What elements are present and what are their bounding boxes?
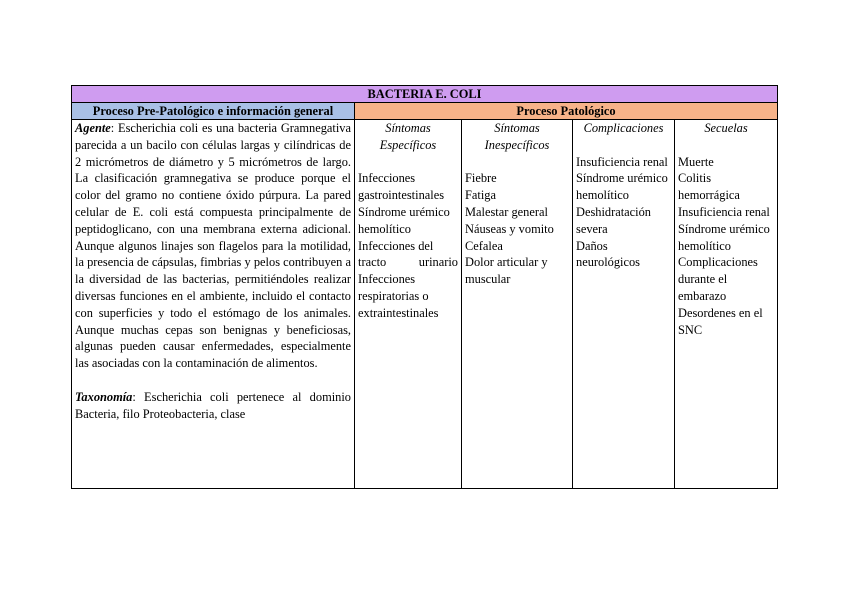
specific-symptoms-list xyxy=(358,170,458,321)
taxonomy-paragraph xyxy=(75,389,351,423)
nonspecific-symptoms-list xyxy=(465,170,569,288)
list-item: Insuficiencia renal xyxy=(678,204,770,219)
list-item: Fatiga xyxy=(465,188,496,203)
list-item: Insuficiencia renal xyxy=(576,154,668,169)
specific-symptoms-title: Síntomas Específicos xyxy=(379,121,437,152)
list-item: Malestar general xyxy=(465,204,548,219)
list-item: Muerte xyxy=(678,154,714,169)
list-item: Infecciones respiratorias o extraintestinales xyxy=(358,272,439,320)
ecoli-table xyxy=(71,85,778,489)
agent-label: Agente xyxy=(75,121,111,135)
agent-text: : Escherichia coli es una bacteria Gramnegativa parecida a un bacilo con células largas y cilíndricas de 2 micrómetros de diámetro y 5 micrómetros de largo. La clasificación gramnegativa se produce porque el color del gramo no contiene óxido púrpura. La pared celular de E. coli está compuesta principalmente de peptidoglicano, con una membrana externa adicional. Aunque algunos linajes son flagelos para la motilidad, la presencia de cápsulas, fimbrias y pelos contribuyen a la diversidad de las bacterias, permitiéndoles realizar diversas funciones en el ambiente, incluido el contacto con superficies y todo el estómago de los animales. Aunque muchas cepas son benignas y beneficiosas, algunas pueden causar enfermedades, especialmente las asociadas con la contaminación de alimentos. xyxy=(75,121,351,371)
sequelae-title: Secuelas xyxy=(704,121,748,135)
list-item: Desordenes en el SNC xyxy=(678,305,763,337)
taxonomy-text: : Escherichia coli pertenece al dominio Bacteria, filo Proteobacteria, clase xyxy=(75,389,351,421)
list-item: Complicaciones durante el embarazo xyxy=(678,255,758,303)
pre-pathologic-cell xyxy=(72,120,355,489)
agent-paragraph xyxy=(75,120,351,372)
nonspecific-symptoms-cell xyxy=(462,120,573,489)
list-item: Infecciones gastrointestinales xyxy=(358,171,445,203)
nonspecific-symptoms-title: Síntomas Inespecíficos xyxy=(484,121,550,152)
sequelae-cell xyxy=(675,120,778,489)
pre-pathologic-header: Proceso Pre-Patológico e información general xyxy=(72,103,355,120)
complications-title: Complicaciones xyxy=(583,121,664,135)
list-item: Colitis hemorrágica xyxy=(678,171,740,203)
list-item: Síndrome urémico hemolítico xyxy=(678,221,770,253)
list-item: Cefalea xyxy=(465,238,503,253)
list-item: Deshidratación severa xyxy=(576,204,652,236)
list-item: Síndrome urémico hemolítico xyxy=(358,204,450,236)
pathologic-header: Proceso Patológico xyxy=(355,103,778,120)
complications-cell xyxy=(573,120,675,489)
specific-symptoms-cell xyxy=(355,120,462,489)
list-item: Síndrome urémico hemolítico xyxy=(576,171,668,203)
list-item: Infecciones del tracto urinario xyxy=(358,238,458,270)
taxonomy-label: Taxonomía xyxy=(75,389,133,404)
list-item: Daños neurológicos xyxy=(576,238,641,270)
list-item: Dolor articular y muscular xyxy=(465,255,548,287)
sequelae-list xyxy=(678,154,774,339)
list-item: Náuseas y vomito xyxy=(465,221,554,236)
complications-list xyxy=(576,154,671,272)
table-title: BACTERIA E. COLI xyxy=(72,86,778,103)
list-item: Fiebre xyxy=(465,171,497,186)
